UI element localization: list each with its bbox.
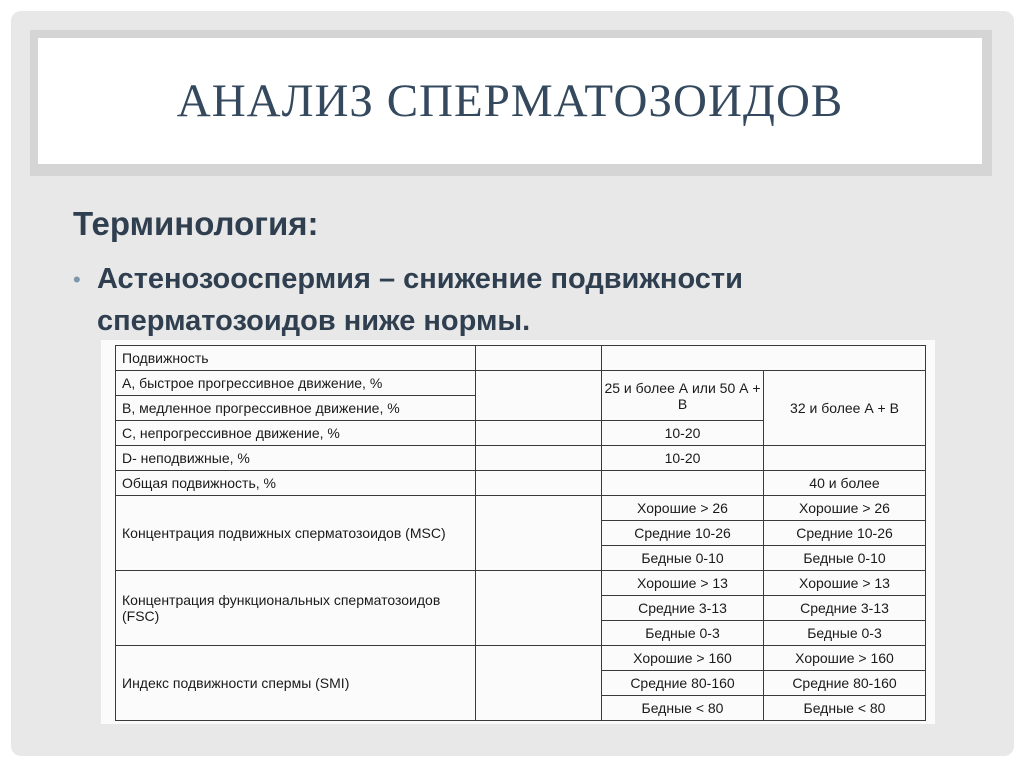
value-cell: 10-20 bbox=[602, 421, 764, 446]
param-cell: Общая подвижность, % bbox=[116, 471, 476, 496]
empty-cell bbox=[602, 346, 926, 371]
empty-cell bbox=[476, 371, 602, 421]
bullet-marker: • bbox=[73, 267, 81, 292]
value-cell: Хорошие > 26 bbox=[764, 496, 926, 521]
table-row bbox=[116, 446, 926, 471]
table-row bbox=[116, 496, 926, 521]
value-cell: 25 и более А или 50 А + В bbox=[602, 371, 764, 421]
terminology-heading: Терминология: bbox=[73, 205, 319, 242]
value-cell: Бедные < 80 bbox=[764, 696, 926, 721]
value-cell: Хорошие > 13 bbox=[602, 571, 764, 596]
empty-cell bbox=[476, 446, 602, 471]
value-cell: Средние 3-13 bbox=[764, 596, 926, 621]
value-cell: Хорошие > 13 bbox=[764, 571, 926, 596]
value-cell: Средние 10-26 bbox=[602, 521, 764, 546]
empty-cell bbox=[602, 471, 764, 496]
value-cell: Средние 80-160 bbox=[602, 671, 764, 696]
value-cell: Средние 80-160 bbox=[764, 671, 926, 696]
value-cell: Хорошие > 26 bbox=[602, 496, 764, 521]
param-cell: Концентрация функциональных сперматозоидов (FSC) bbox=[116, 571, 476, 646]
scanned-table-image bbox=[101, 340, 935, 724]
param-cell: D- неподвижные, % bbox=[116, 446, 476, 471]
empty-cell bbox=[764, 446, 926, 471]
bullet-text: Астенозооспермия – снижение подвижности сперматозоидов ниже нормы. bbox=[97, 263, 743, 337]
param-cell: Индекс подвижности спермы (SMI) bbox=[116, 646, 476, 721]
bullet-item bbox=[73, 258, 917, 342]
empty-cell bbox=[476, 346, 602, 371]
table-row bbox=[116, 646, 926, 671]
empty-cell bbox=[476, 421, 602, 446]
slide-title: АНАЛИЗ СПЕРМАТОЗОИДОВ bbox=[176, 75, 844, 127]
value-cell: Хорошие > 160 bbox=[764, 646, 926, 671]
value-cell: 40 и более bbox=[764, 471, 926, 496]
param-cell: Концентрация подвижных сперматозоидов (MSC) bbox=[116, 496, 476, 571]
value-cell: Хорошие > 160 bbox=[602, 646, 764, 671]
value-cell: Средние 10-26 bbox=[764, 521, 926, 546]
param-cell: А, быстрое прогрессивное движение, % bbox=[116, 371, 476, 396]
param-cell: Подвижность bbox=[116, 346, 476, 371]
empty-cell bbox=[476, 471, 602, 496]
value-cell: Бедные < 80 bbox=[602, 696, 764, 721]
reference-table bbox=[115, 345, 926, 721]
param-cell: С, непрогрессивное движение, % bbox=[116, 421, 476, 446]
value-cell: Средние 3-13 bbox=[602, 596, 764, 621]
title-box bbox=[38, 38, 982, 164]
value-cell: Бедные 0-10 bbox=[764, 546, 926, 571]
value-cell: Бедные 0-3 bbox=[764, 621, 926, 646]
value-cell: 10-20 bbox=[602, 446, 764, 471]
value-cell: Бедные 0-3 bbox=[602, 621, 764, 646]
table-row bbox=[116, 571, 926, 596]
table-row bbox=[116, 371, 926, 396]
empty-cell bbox=[476, 571, 602, 646]
table-row bbox=[116, 471, 926, 496]
empty-cell bbox=[476, 496, 602, 571]
value-cell: Бедные 0-10 bbox=[602, 546, 764, 571]
param-cell: В, медленное прогрессивное движение, % bbox=[116, 396, 476, 421]
value-cell: 32 и более А + В bbox=[764, 371, 926, 446]
empty-cell bbox=[476, 646, 602, 721]
table-row bbox=[116, 346, 926, 371]
